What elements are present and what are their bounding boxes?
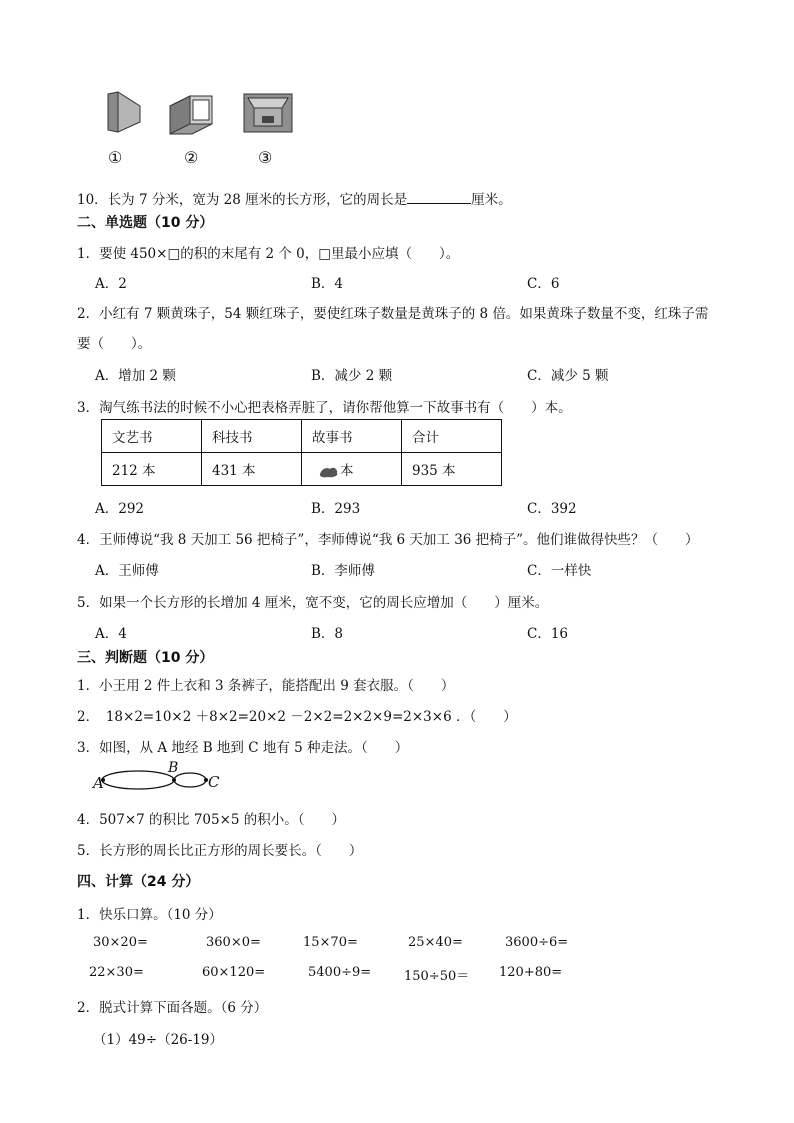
s2-q4-option-c[interactable]: C．一样快 [527,563,592,579]
s3-question-2: 2． 18×2=10×2 ＋8×2=20×2 －2×2=2×2×9=2×3×6 ．（ ） [77,709,517,725]
s2-q3-option-b[interactable]: B．293 [311,501,361,517]
figure-label-2: ② [184,148,199,167]
mental-math-item: 22×30= [89,965,144,980]
figure-label-3: ③ [258,148,273,167]
s4-question-1: 1．快乐口算。（10 分） [77,907,222,923]
s2-question-1: 1．要使 450×□的积的末尾有 2 个 0，□里最小应填（ ）。 [77,246,460,262]
ink-smudge-icon [318,465,340,479]
point-a-label: A [93,774,104,792]
mental-math-item: 15×70= [303,935,358,950]
s2-question-3: 3．淘气练书法的时候不小心把表格弄脏了，请你帮他算一下故事书有（ ）本。 [77,400,572,416]
table-cell: 431 本 [202,453,302,486]
s3-question-3: 3．如图，从 A 地经 B 地到 C 地有 5 种走法。（ ） [77,740,409,756]
s2-question-2-line2: 要（ ）。 [77,336,152,352]
question-10-text: 长为 7 分米，宽为 28 厘米的长方形，它的周长是 [107,192,408,208]
s2-q5-option-b[interactable]: B．8 [311,626,344,642]
s3-question-5: 5．长方形的周长比正方形的周长要长。（ ） [77,843,363,859]
table-header-cell: 文艺书 [102,420,202,453]
mental-math-item: 3600÷6= [505,935,569,950]
mental-math-item: 60×120= [202,965,266,980]
section-2-heading: 二、单选题（10 分） [77,215,214,231]
table-cell: 212 本 [102,453,202,486]
s2-q2-option-c[interactable]: C．减少 5 颗 [527,368,609,384]
point-c-label: C [208,773,220,791]
table-row [102,453,502,486]
s2-question-2-line1: 2．小红有 7 颗黄珠子，54 颗红珠子，要使红珠子数量是黄珠子的 8 倍。如果黄珠子数量不变，红珠子需 [77,306,709,322]
s2-q2-option-b[interactable]: B．减少 2 颗 [311,368,393,384]
question-10-unit: 厘米。 [471,192,512,208]
s2-q4-option-b[interactable]: B．李师傅 [311,563,375,579]
tv-side-view [108,92,140,132]
answer-blank[interactable] [407,189,471,204]
s2-question-4: 4．王师傅说“我 8 天加工 56 把椅子”，李师傅说“我 6 天加工 36 把椅子”。他们谁做得快些？（ ） [77,532,699,548]
mental-math-item: 120+80= [499,965,563,980]
s2-question-5: 5．如果一个长方形的长增加 4 厘米，宽不变，它的周长应增加（ ）厘米。 [77,595,549,611]
s2-q1-option-b[interactable]: B．4 [311,276,344,292]
s2-q1-option-c[interactable]: C．6 [527,276,560,292]
s2-q3-option-c[interactable]: C．392 [527,501,577,517]
table-header-cell: 合计 [402,420,502,453]
s2-q1-option-a[interactable]: A．2 [95,276,127,292]
mental-math-item: 360×0= [206,935,261,950]
s3-question-1: 1．小王用 2 件上衣和 3 条裤子，能搭配出 9 套衣服。（ ） [77,678,455,694]
mental-math-item: 25×40= [408,935,463,950]
table-header-cell: 科技书 [202,420,302,453]
s2-q4-option-a[interactable]: A．王师傅 [95,563,159,579]
table-header-row [102,420,502,453]
mental-math-item: 30×20= [93,935,148,950]
s4-question-2: 2．脱式计算下面各题。（6 分） [77,1000,268,1016]
s2-q5-option-a[interactable]: A．4 [95,626,127,642]
point-b-label: B [168,760,179,776]
route-paths [92,762,222,796]
book-table [101,419,502,486]
table-header-cell: 故事书 [302,420,402,453]
question-10 [77,188,512,208]
s2-q2-option-a[interactable]: A．增加 2 颗 [95,368,176,384]
figure-label-1: ① [108,148,123,167]
section-4-heading: 四、计算（24 分） [77,874,200,890]
tv-front-view [244,94,292,132]
tv-perspective-view [170,96,212,134]
s2-q5-option-c[interactable]: C．16 [527,626,569,642]
table-cell-smudged: 本 [302,453,402,486]
mental-math-item: 5400÷9= [308,965,372,980]
table-cell: 935 本 [402,453,502,486]
mental-math-item: 150÷50＝ [404,969,470,984]
tv-three-views-image [100,88,300,138]
s3-question-4: 4．507×7 的积比 705×5 的积小。（ ） [77,812,346,828]
question-10-number: 10． [77,192,108,208]
s4-q2-item-1: （1）49÷（26-19） [93,1032,223,1048]
s2-q3-option-a[interactable]: A．292 [95,501,145,517]
section-3-heading: 三、判断题（10 分） [77,650,214,666]
